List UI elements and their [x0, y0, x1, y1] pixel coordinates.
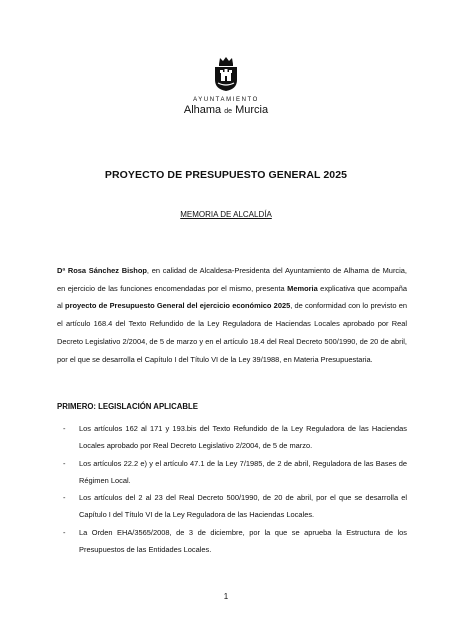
section-heading: PRIMERO: LEGISLACIÓN APLICABLE	[57, 402, 198, 411]
legislation-list	[57, 420, 407, 558]
org-name-de: de	[224, 108, 233, 115]
list-item	[57, 455, 407, 490]
list-item	[57, 489, 407, 524]
list-item-text: Los artículos 162 al 171 y 193.bis del Texto Refundido de la Ley Reguladora de las Haciendas Locales aprobado por Real Decreto Legislativo 2/2004, de 5 de marzo.	[79, 424, 407, 451]
document-subtitle: MEMORIA DE ALCALDÍA	[180, 210, 272, 219]
list-item-text: Los artículos 22.2 e) y el artículo 47.1 de la Ley 7/1985, de 2 de abril, Reguladora de las Bases de Régimen Local.	[79, 458, 407, 485]
intro-memoria: Memoria	[287, 283, 318, 293]
intro-project: proyecto de Presupuesto General del ejercicio económico 2025	[65, 301, 291, 311]
list-item-text: Los artículos del 2 al 23 del Real Decreto 500/1990, de 20 de abril, por el que se desarrolla el Capítulo I del Título VI de la Ley Reguladora de las Haciendas Locales.	[79, 493, 407, 520]
header-logo	[0, 56, 452, 116]
org-name-a: Alhama	[183, 104, 222, 116]
bullet-dash: -	[63, 458, 66, 468]
page-number: 1	[223, 592, 229, 601]
bullet-dash: -	[63, 493, 66, 503]
intro-author: Dª Rosa Sánchez Bishop	[57, 266, 147, 275]
intro-text-2: explicativa que acompaña al	[57, 283, 407, 311]
bullet-dash: -	[63, 424, 66, 433]
list-item-text: La Orden EHA/3565/2008, de 3 de diciembre, por la que se aprueba la Estructura de los Presupuestos de las Entidades Locales.	[79, 527, 407, 555]
coat-of-arms-icon	[211, 56, 241, 92]
list-item	[57, 420, 407, 455]
org-name	[0, 104, 452, 116]
bullet-dash: -	[63, 527, 66, 537]
org-line1: AYUNTAMIENTO	[193, 97, 259, 103]
document-title: PROYECTO DE PRESUPUESTO GENERAL 2025	[104, 169, 348, 181]
list-item	[57, 524, 407, 559]
intro-text-1: , en calidad de Alcaldesa-Presidenta del Ayuntamiento de Alhama de Murcia, en ejercicio de las funciones encomendadas por el mismo, presenta	[57, 266, 407, 293]
intro-text-3: , de conformidad con lo previsto en el artículo 168.4 del Texto Refundido de la Ley Reguladora de Haciendas Locales aprobado por Real Decreto Legislativo 2/2004, de 5 de marzo y en el artículo 18.4 del Real Decreto 500/1990, de 20 de abril, por el que se desarrolla el Capítulo I del Título VI de la Ley 39/1988, en Materia Presupuestaria.	[57, 301, 407, 364]
org-name-b: Murcia	[235, 104, 269, 116]
intro-paragraph	[57, 262, 407, 368]
